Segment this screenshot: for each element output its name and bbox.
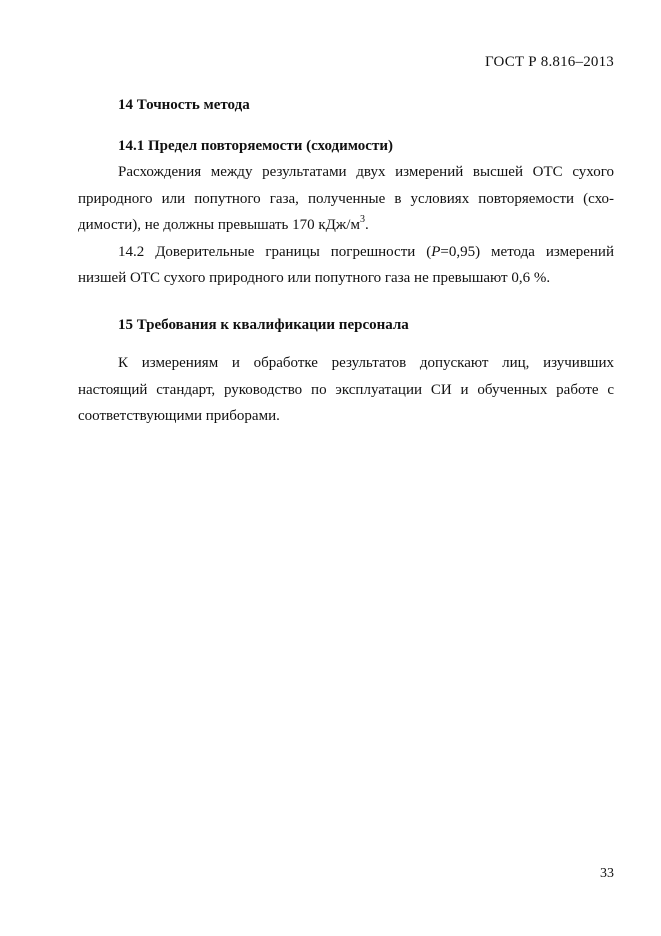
subsection-14-1-heading: 14.1 Предел повторяемости (сходимости) <box>118 137 393 154</box>
paragraph-text-end: . <box>364 217 369 233</box>
standard-code: ГОСТ Р 8.816–2013 <box>485 54 614 70</box>
probability-symbol: Р <box>431 243 441 260</box>
section-15-heading: 15 Требования к квалификации персонала <box>118 316 409 333</box>
paragraph-text: Расхождения между результатами двух измерений высшей ОТС сухого природного или попутного газа, полученные в условиях повторяемости (схо-димости), не должны превышать 170 кДж/м <box>78 164 614 233</box>
document-body <box>78 92 614 430</box>
section-14-heading: 14 Точность метода <box>118 97 250 113</box>
paragraph-text: 14.2 Доверительные границы погрешности ( <box>118 243 432 260</box>
section-15-paragraph: К измерениям и обработке результатов допускают лиц, изучивших настоящий стандарт, руководство по эксплуатации СИ и обученных работе с соответствующими приборами. <box>78 355 614 424</box>
subsection-14-2-paragraph <box>78 239 614 292</box>
superscript-exponent: 3 <box>359 214 365 225</box>
page-number: 33 <box>600 866 614 881</box>
paragraph-text-end: =0,95) метода измерений низшей ОТС сухого природного или попутного газа не превышают 0,6 %. <box>78 243 614 286</box>
subsection-14-1-paragraph <box>78 159 614 239</box>
